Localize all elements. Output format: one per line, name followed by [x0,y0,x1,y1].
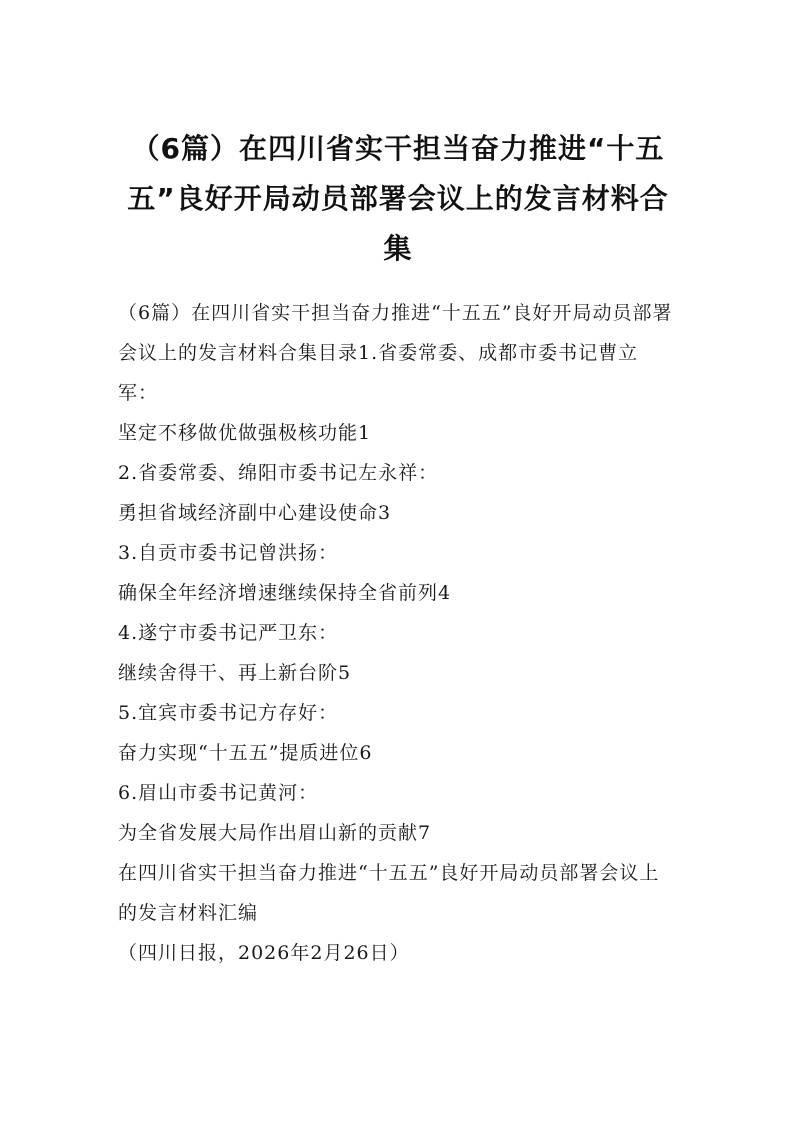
compilation-heading: 在四川省实干担当奋力推进“十五五”良好开局动员部署会议上的发言材料汇编 [118,862,660,924]
toc-entry-speaker-4: 4.遂宁市委书记严卫东： [118,622,339,644]
document-body [118,293,678,973]
toc-entry-title-6: 为全省发展大局作出眉山新的贡献7 [118,822,432,844]
toc-entry-title-3: 确保全年经济增速继续保持全省前列4 [118,582,452,604]
toc-entry-speaker-2: 2.省委常委、绵阳市委书记左永祥： [118,462,439,484]
toc-entry-title-2: 勇担省域经济副中心建设使命3 [118,502,392,524]
toc-entry-speaker-5: 5.宜宾市委书记方存好： [118,702,339,724]
source-note: （四川日报，2026年2月26日） [118,942,410,964]
toc-entry-title-1: 坚定不移做优做强极核功能1 [118,422,372,444]
toc-entry-title-4: 继续舍得干、再上新台阶5 [118,662,352,684]
intro-paragraph: （6篇）在四川省实干担当奋力推进“十五五”良好开局动员部署会议上的发言材料合集目录1.省委常委、成都市委书记曹立军： [118,302,673,404]
toc-entry-speaker-3: 3.自贡市委书记曾洪扬： [118,542,339,564]
document-title: （6篇）在四川省实干担当奋力推进“十五五”良好开局动员部署会议上的发言材料合集 [127,132,669,265]
toc-entry-title-5: 奋力实现“十五五”提质进位6 [118,742,373,764]
toc-entry-speaker-6: 6.眉山市委书记黄河： [118,782,319,804]
